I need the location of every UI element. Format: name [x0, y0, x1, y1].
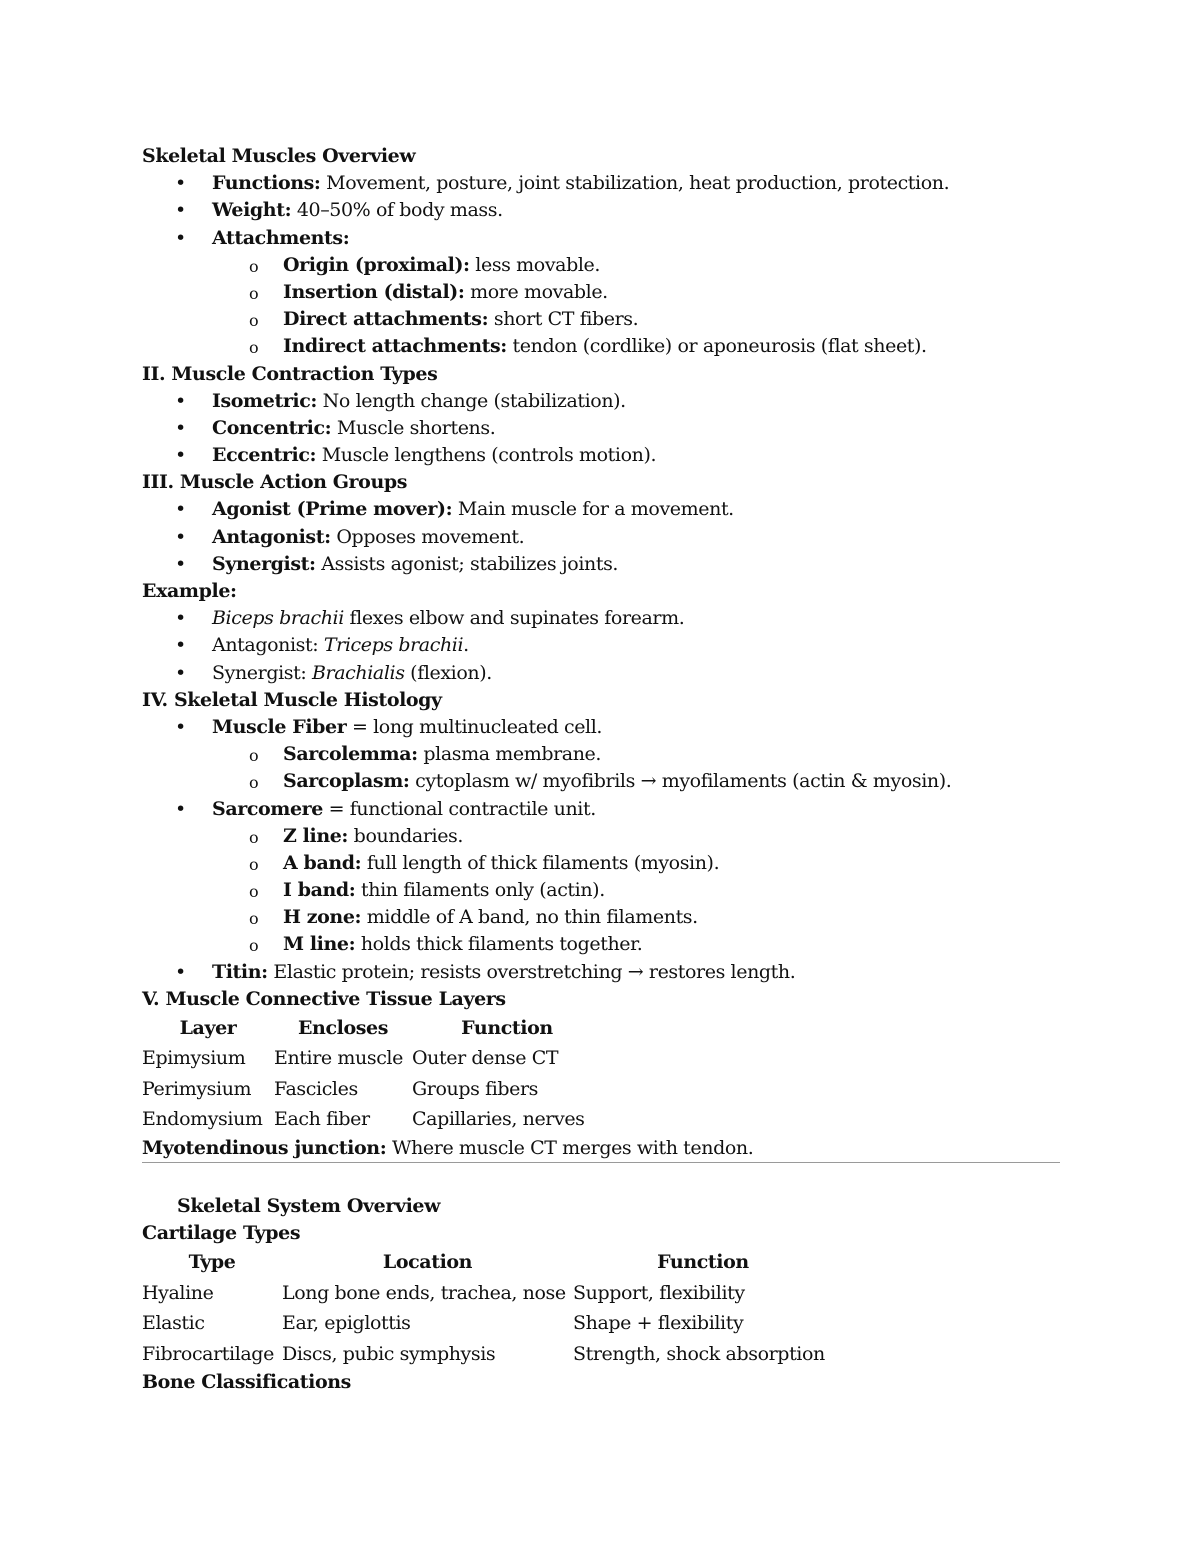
sub-list-item: o Sarcoplasm: cytoplasm w/ myofibrils → myofilaments (actin & myosin). [142, 768, 1060, 795]
myotendinous-junction-line: Myotendinous junction: Where muscle CT merges with tendon. [142, 1135, 1060, 1164]
list-item: • Agonist (Prime mover): Main muscle for a movement. [142, 496, 1060, 523]
table-cell: Perimysium [142, 1077, 252, 1100]
table-row [142, 1308, 833, 1339]
table-header: Encloses [297, 1017, 389, 1039]
sub-list-item: o H zone: middle of A band, no thin filaments. [142, 904, 1060, 931]
action-groups-list [142, 496, 1060, 578]
list-item: • Synergist: Assists agonist; stabilizes joints. [142, 551, 1060, 578]
sub-list-item: o Insertion (distal): more movable. [142, 279, 1060, 306]
table-cell: Long bone ends, trachea, nose [282, 1281, 566, 1304]
table-cell: Shape + flexibility [573, 1312, 744, 1335]
table-cell: Entire muscle [274, 1047, 403, 1070]
table-header: Function [657, 1251, 749, 1274]
table-cell: Endomysium [142, 1108, 263, 1131]
table-header: Type [188, 1251, 236, 1274]
section-title-bone-classifications: Bone Classifications [142, 1370, 351, 1393]
section-title-histology: IV. Skeletal Muscle Histology [142, 688, 442, 711]
table-cell: Elastic [142, 1312, 205, 1335]
sub-list-item: o Sarcolemma: plasma membrane. [142, 741, 1060, 768]
table-cell: Discs, pubic symphysis [282, 1342, 496, 1365]
sub-list-item: o Origin (proximal): less movable. [142, 252, 1060, 279]
section-title-action-groups: III. Muscle Action Groups [142, 471, 408, 494]
table-header: Location [382, 1251, 473, 1274]
connective-tissue-table [142, 1013, 602, 1135]
list-item: • Functions: Movement, posture, joint stabilization, heat production, protection. [142, 170, 1060, 197]
section-title-skeletal-system: Skeletal System Overview [177, 1195, 441, 1217]
section-title-contraction-types: II. Muscle Contraction Types [142, 362, 438, 385]
section-title-example: Example: [142, 580, 237, 602]
sub-list-item: o A band: full length of thick filaments (myosin). [142, 850, 1060, 877]
sub-list-item: o M line: holds thick filaments together. [142, 931, 1060, 958]
table-cell: Ear, epiglottis [282, 1312, 411, 1335]
sub-list-item: o Z line: boundaries. [142, 823, 1060, 850]
list-item: • Muscle Fiber = long multinucleated cell. [142, 714, 1060, 741]
list-item: • Titin: Elastic protein; resists overstretching → restores length. [142, 959, 1060, 986]
skeletal-muscles-list [142, 170, 1060, 360]
list-item: • Attachments: [142, 225, 1060, 252]
table-header-row [142, 1247, 833, 1277]
table-cell: Outer dense CT [412, 1047, 559, 1070]
list-item: • Eccentric: Muscle lengthens (controls motion). [142, 442, 1060, 469]
section-title-connective-tissue: V. Muscle Connective Tissue Layers [142, 987, 506, 1010]
contraction-types-list [142, 388, 1060, 470]
table-cell: Hyaline [142, 1281, 214, 1304]
table-row [142, 1074, 602, 1105]
section-gap [142, 1163, 1060, 1193]
table-cell: Groups fibers [412, 1077, 539, 1100]
table-header: Function [461, 1017, 553, 1039]
list-item: • Concentric: Muscle shortens. [142, 415, 1060, 442]
table-cell: Strength, shock absorption [573, 1342, 825, 1365]
table-header-row [142, 1013, 602, 1043]
document-content [142, 143, 1060, 1396]
list-item: • Antagonist: Triceps brachii. [142, 632, 1060, 659]
table-cell: Fascicles [274, 1077, 358, 1100]
table-row [142, 1104, 602, 1135]
list-item: • Weight: 40–50% of body mass. [142, 197, 1060, 224]
histology-list [142, 714, 1060, 986]
table-row [142, 1277, 833, 1308]
table-cell: Epimysium [142, 1047, 246, 1070]
section-title-cartilage-types: Cartilage Types [142, 1222, 301, 1245]
table-cell: Support, flexibility [573, 1281, 745, 1304]
list-item: • Sarcomere = functional contractile unit. [142, 796, 1060, 823]
table-cell: Each fiber [274, 1108, 370, 1131]
sub-list-item: o I band: thin filaments only (actin). [142, 877, 1060, 904]
cartilage-types-table [142, 1247, 833, 1369]
example-list [142, 605, 1060, 687]
table-row [142, 1338, 833, 1369]
list-item: • Isometric: No length change (stabilization). [142, 388, 1060, 415]
table-cell: Fibrocartilage [142, 1342, 274, 1365]
sub-list-item: o Direct attachments: short CT fibers. [142, 306, 1060, 333]
list-item: • Antagonist: Opposes movement. [142, 524, 1060, 551]
list-item: • Synergist: Brachialis (flexion). [142, 660, 1060, 687]
table-cell: Capillaries, nerves [412, 1108, 585, 1131]
table-row [142, 1043, 602, 1074]
sub-list-item: o Indirect attachments: tendon (cordlike) or aponeurosis (flat sheet). [142, 333, 1060, 360]
section-title-skeletal-muscles: Skeletal Muscles Overview [142, 145, 416, 167]
table-header: Layer [179, 1017, 237, 1039]
list-item: • Biceps brachii flexes elbow and supinates forearm. [142, 605, 1060, 632]
